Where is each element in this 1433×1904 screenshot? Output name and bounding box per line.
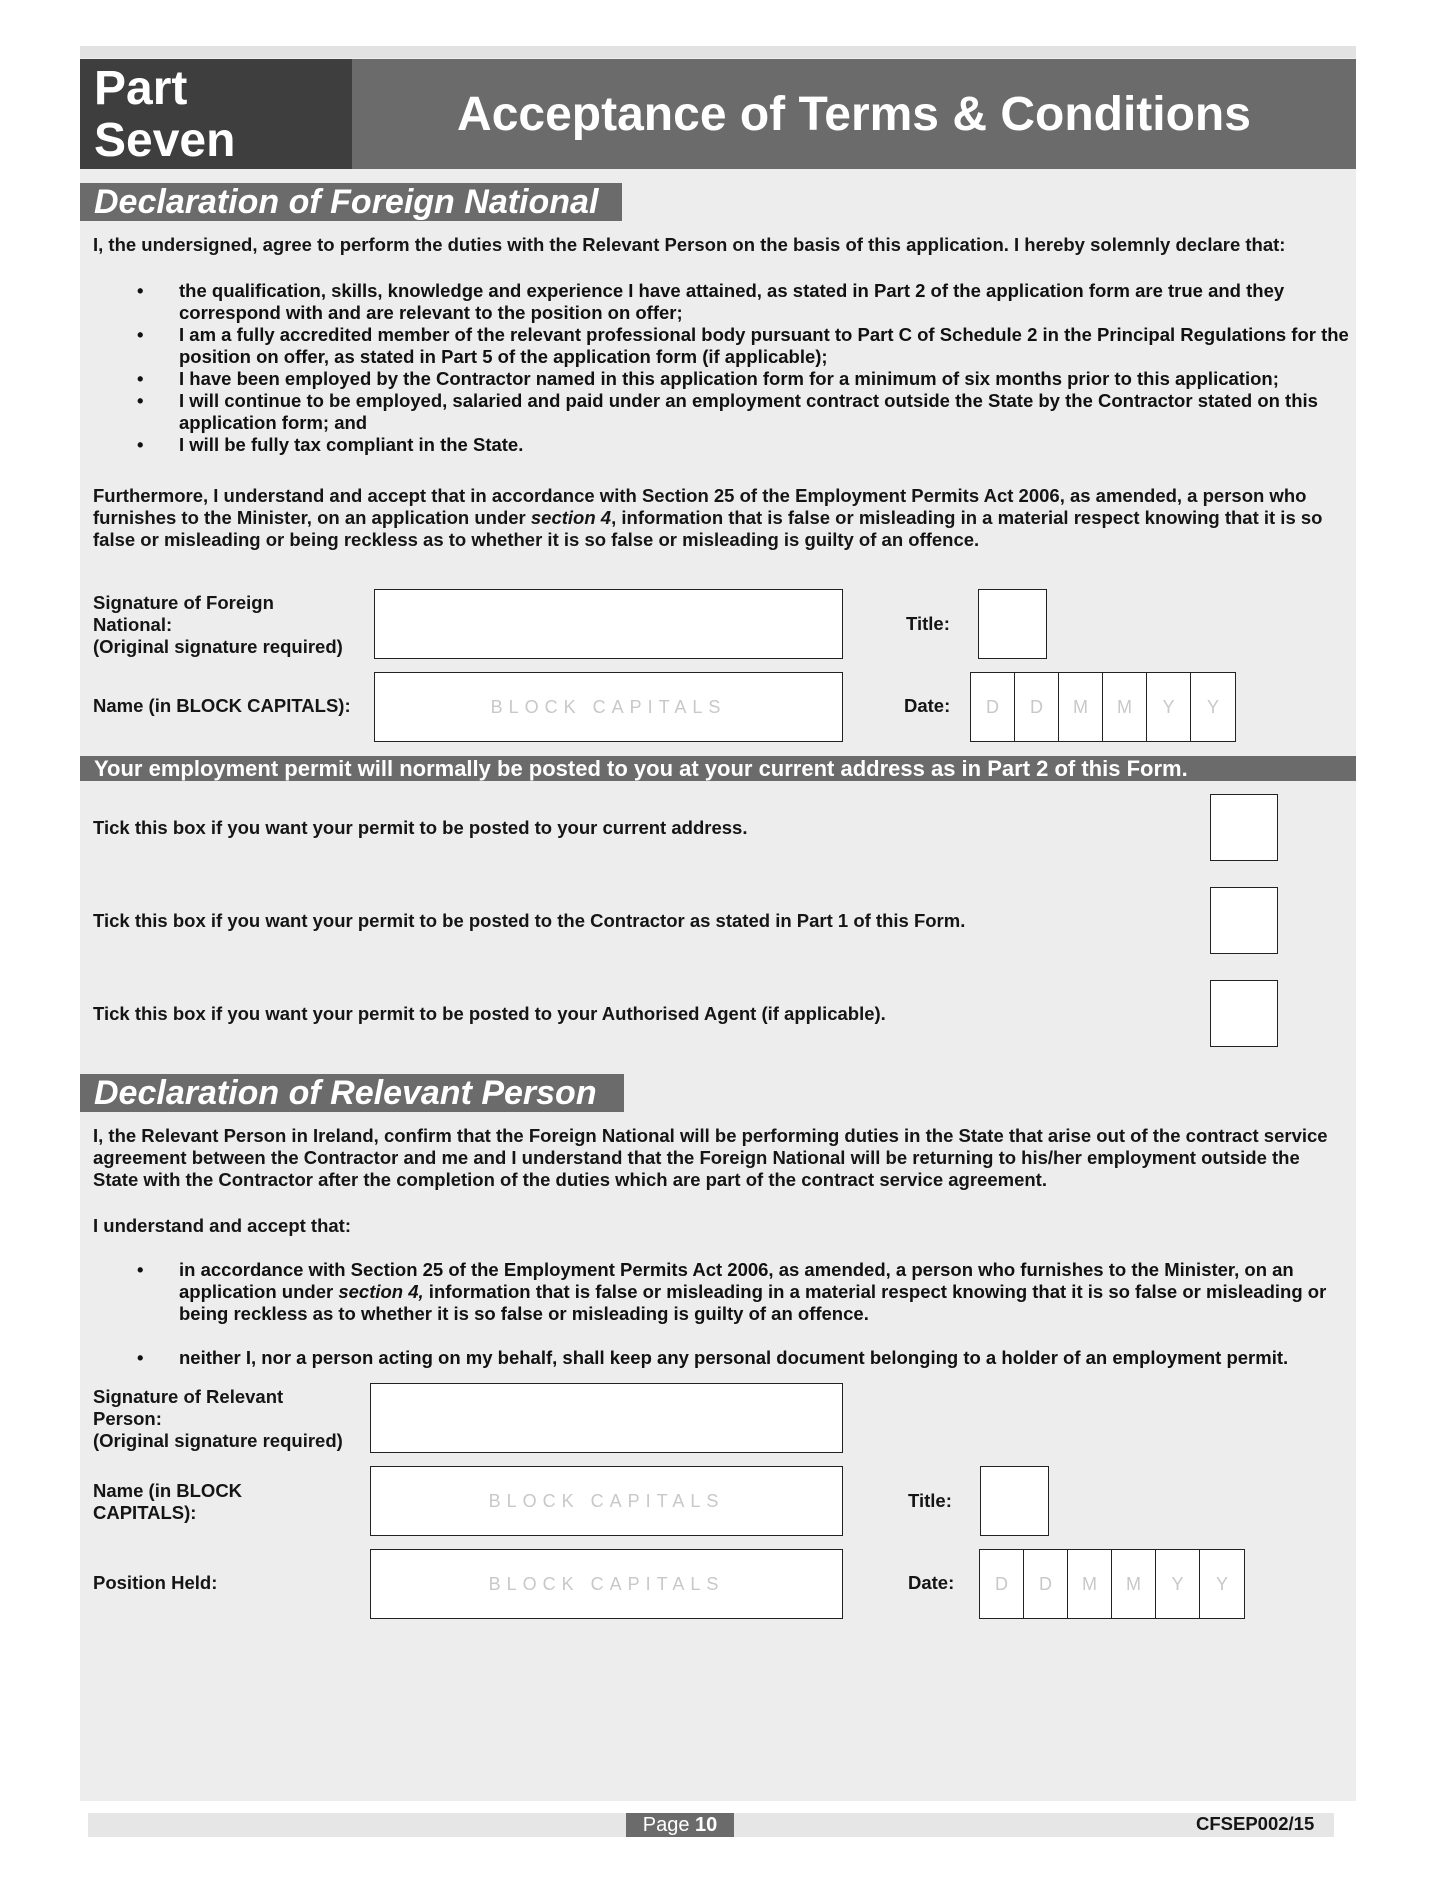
rp-name-label-line: Name (in BLOCK	[93, 1480, 243, 1501]
date-day-cell[interactable]: D	[980, 1550, 1024, 1618]
fn-name-field[interactable]: BLOCK CAPITALS	[374, 672, 843, 742]
date-month-cell[interactable]: M	[1068, 1550, 1112, 1618]
rp-position-field[interactable]: BLOCK CAPITALS	[370, 1549, 843, 1619]
declaration-item: • I am a fully accredited member of the relevant professional body pursuant to Part C of Schedule 2 in the Principal Regulations for the position on offer, as stated in Part 5 of the application form (if applicable);	[93, 324, 1353, 368]
page-title: Acceptance of Terms & Conditions	[352, 59, 1356, 169]
posting-agent-checkbox[interactable]	[1210, 980, 1278, 1047]
declaration-item: • I have been employed by the Contractor named in this application form for a minimum of six months prior to this application;	[93, 368, 1353, 390]
form-code: CFSEP002/15	[1196, 1813, 1315, 1834]
rp-title-label: Title:	[908, 1490, 952, 1511]
fn-date-field[interactable]	[970, 672, 1236, 742]
notice-text: Furthermore, I understand and accept that in accordance with Section 25 of the Employment Permits Act 2006, as amended, a person who furnishes to the Minister, on an application under	[93, 485, 1307, 528]
rp-position-label: Position Held:	[93, 1572, 218, 1593]
rp-name-field[interactable]: BLOCK CAPITALS	[370, 1466, 843, 1536]
declaration-item: • neither I, nor a person acting on my behalf, shall keep any personal document belonging to a holder of an employment permit.	[93, 1347, 1353, 1369]
posting-option-label: Tick this box if you want your permit to be posted to your Authorised Agent (if applicable).	[93, 1003, 886, 1024]
date-year-cell[interactable]: Y	[1206, 696, 1219, 717]
top-strip	[80, 46, 1356, 58]
date-month-cell[interactable]: M	[1112, 1550, 1156, 1618]
declaration-text-cont: information that is false or misleading in a material respect knowing that it is so false or misleading or being reckless as to whether it is so false or misleading is guilty of an offence.	[179, 1281, 1327, 1324]
rp-name-label	[93, 1480, 242, 1524]
page-word: Page	[642, 1814, 690, 1836]
fn-date-label: Date:	[904, 695, 951, 716]
foreign-national-declarations	[93, 280, 1353, 456]
part-label: Part	[94, 62, 188, 115]
part-number-box	[80, 59, 352, 169]
relevant-person-intro: I, the Relevant Person in Ireland, confirm that the Foreign National will be performing duties in the State that arise out of the contract service agreement between the Contractor and me and I understand that the Foreign National will be returning to his/her employment outside the State with the Contractor after the completion of the duties which are part of the contract service agreement.	[93, 1125, 1328, 1190]
page-number-value: 10	[695, 1814, 718, 1836]
date-day-cell[interactable]: D	[1015, 673, 1059, 741]
posting-option-label: Tick this box if you want your permit to be posted to your current address.	[93, 817, 748, 838]
fn-signature-field[interactable]	[374, 589, 843, 659]
date-day-cell[interactable]: D	[1024, 1550, 1068, 1618]
foreign-national-heading: Declaration of Foreign National	[80, 183, 622, 221]
notice-section-ref: section 4	[530, 507, 612, 528]
rp-signature-field[interactable]	[370, 1383, 843, 1453]
fn-title-field[interactable]	[978, 589, 1047, 659]
rp-signature-label	[93, 1386, 343, 1452]
declaration-item: • I will be fully tax compliant in the State.	[93, 434, 1353, 456]
declaration-item: • the qualification, skills, knowledge and experience I have attained, as stated in Part 2 of the application form are true and they correspond with and are relevant to the position on offer;	[93, 280, 1353, 324]
rp-signature-label-line: Person:	[93, 1408, 162, 1429]
relevant-person-declarations	[93, 1259, 1353, 1369]
declaration-text: in accordance with Section 25 of the Employment Permits Act 2006, as amended, a person who furnishes to the Minister, on an application under	[179, 1259, 1294, 1302]
date-day-cell[interactable]: D	[971, 673, 1015, 741]
declaration-item: • I will continue to be employed, salaried and paid under an employment contract outside the State by the Contractor stated on this application form; and	[93, 390, 1353, 434]
fn-signature-label	[93, 592, 343, 658]
rp-name-label-line: CAPITALS):	[93, 1502, 197, 1523]
rp-signature-label-line: (Original signature required)	[93, 1430, 343, 1451]
rp-date-label: Date:	[908, 1572, 955, 1593]
declaration-section-ref: section 4,	[338, 1281, 424, 1302]
date-year-cell[interactable]: Y	[1156, 1550, 1200, 1618]
notice-text-cont: , information that is false or misleading in a material respect knowing that it is so false or misleading or being reckless as to whether it is so false or misleading is guilty of an offence.	[93, 507, 1323, 550]
fn-signature-label-line: (Original signature required)	[93, 636, 343, 657]
rp-title-field[interactable]	[980, 1466, 1049, 1536]
posting-option-label: Tick this box if you want your permit to be posted to the Contractor as stated in Part 1 of this Form.	[93, 910, 966, 931]
foreign-national-intro: I, the undersigned, agree to perform the duties with the Relevant Person on the basis of this application. I hereby solemnly declare that:	[93, 234, 1286, 255]
date-month-cell[interactable]: M	[1059, 673, 1103, 741]
rp-date-field[interactable]	[979, 1549, 1245, 1619]
fn-name-label: Name (in BLOCK CAPITALS):	[93, 695, 351, 716]
rp-signature-label-line: Signature of Relevant	[93, 1386, 284, 1407]
date-year-cell[interactable]: Y	[1147, 673, 1191, 741]
relevant-person-accept: I understand and accept that:	[93, 1215, 352, 1236]
part-number: Seven	[94, 114, 236, 167]
foreign-national-offence-notice	[93, 485, 1343, 551]
posting-contractor-checkbox[interactable]	[1210, 887, 1278, 954]
relevant-person-heading: Declaration of Relevant Person	[80, 1074, 624, 1112]
part-header	[80, 59, 1356, 169]
declaration-item	[93, 1259, 1353, 1325]
fn-title-label: Title:	[906, 613, 950, 634]
posting-current-address-checkbox[interactable]	[1210, 794, 1278, 861]
posting-notice-bar: Your employment permit will normally be posted to you at your current address as in Part 2 of this Form.	[80, 756, 1356, 781]
fn-signature-label-line: Signature of Foreign	[93, 592, 274, 613]
page-number	[626, 1813, 734, 1837]
date-month-cell[interactable]: M	[1103, 673, 1147, 741]
date-year-cell[interactable]: Y	[1215, 1573, 1228, 1594]
fn-signature-label-line: National:	[93, 614, 173, 635]
